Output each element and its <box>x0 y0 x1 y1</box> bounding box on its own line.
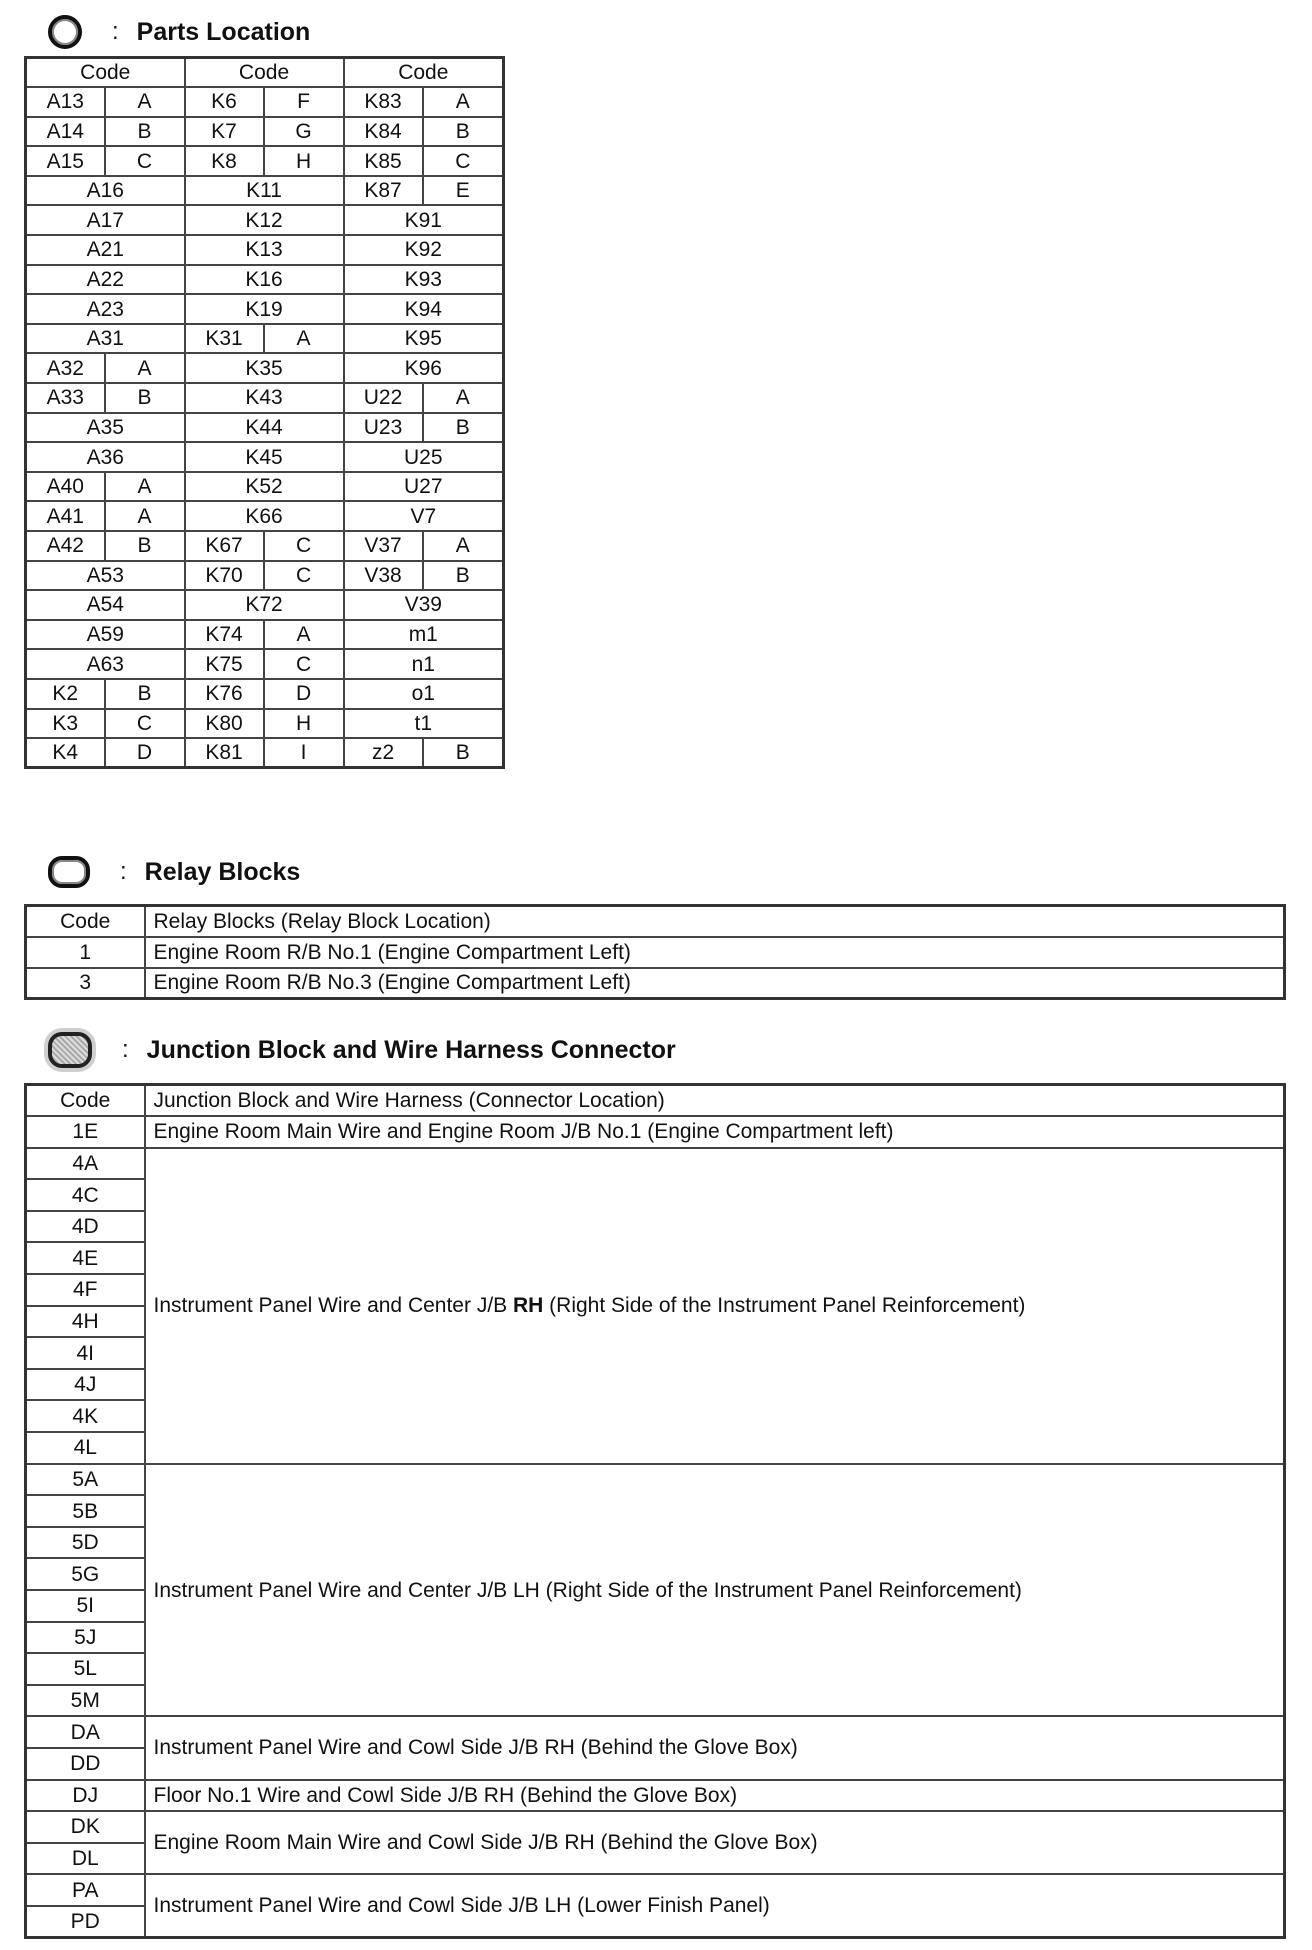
part-location-letter: A <box>105 501 185 531</box>
part-location-letter: B <box>423 561 504 591</box>
part-code: K35 <box>185 353 344 383</box>
parts-header-code: Code <box>26 58 185 88</box>
part-code: A40 <box>26 472 105 502</box>
table-row <box>26 501 504 531</box>
part-location-letter: G <box>264 117 344 147</box>
jb-desc: Instrument Panel Wire and Center J/B LH (Right Side of the Instrument Panel Reinforcement) <box>145 1464 1285 1717</box>
jb-header-row <box>26 1085 1285 1117</box>
jb-code: DD <box>26 1748 145 1780</box>
part-location-letter: A <box>423 87 504 117</box>
part-code: V7 <box>344 501 504 531</box>
table-row <box>26 561 504 591</box>
junction-blocks-colon: : <box>122 1036 129 1063</box>
part-location-letter: B <box>423 738 504 768</box>
part-code: K81 <box>185 738 264 768</box>
jb-header-desc: Junction Block and Wire Harness (Connector Location) <box>145 1085 1285 1117</box>
part-code: U22 <box>344 383 423 413</box>
part-code: A32 <box>26 353 105 383</box>
part-code: U27 <box>344 472 504 502</box>
part-location-letter: D <box>264 679 344 709</box>
table-row <box>26 442 504 472</box>
oval-symbol-icon <box>48 856 90 888</box>
table-row <box>26 1780 1285 1812</box>
table-row <box>26 205 504 235</box>
parts-location-colon: : <box>112 18 119 45</box>
jb-desc: Instrument Panel Wire and Cowl Side J/B RH (Behind the Glove Box) <box>145 1716 1285 1779</box>
part-location-letter: C <box>105 146 185 176</box>
parts-header-code: Code <box>185 58 344 88</box>
jb-code: 4K <box>26 1400 145 1432</box>
part-code: K6 <box>185 87 264 117</box>
table-row <box>26 472 504 502</box>
part-code: K70 <box>185 561 264 591</box>
part-code: K74 <box>185 620 264 650</box>
relay-blocks-title: Relay Blocks <box>144 857 301 886</box>
part-code: A22 <box>26 265 185 295</box>
part-location-letter: B <box>105 679 185 709</box>
parts-header-code: Code <box>344 58 504 88</box>
part-location-letter: A <box>105 472 185 502</box>
relay-desc: Engine Room R/B No.1 (Engine Compartment Left) <box>145 937 1285 968</box>
table-row <box>26 1464 1285 1496</box>
part-code: K12 <box>185 205 344 235</box>
part-location-letter: C <box>423 146 504 176</box>
relay-header-code: Code <box>26 906 145 937</box>
part-code: K52 <box>185 472 344 502</box>
part-code: A31 <box>26 324 185 354</box>
part-code: A41 <box>26 501 105 531</box>
part-code: K92 <box>344 235 504 265</box>
jb-code: 4L <box>26 1432 145 1464</box>
junction-blocks-table <box>24 1083 1286 1939</box>
part-code: A42 <box>26 531 105 561</box>
table-row <box>26 937 1285 968</box>
part-code: A15 <box>26 146 105 176</box>
part-code: K31 <box>185 324 264 354</box>
part-code: m1 <box>344 620 504 650</box>
part-code: K19 <box>185 294 344 324</box>
part-code: K8 <box>185 146 264 176</box>
table-row <box>26 353 504 383</box>
jb-code: 4H <box>26 1306 145 1338</box>
table-row <box>26 649 504 679</box>
part-code: K3 <box>26 709 105 739</box>
table-row <box>26 117 504 147</box>
part-code: A53 <box>26 561 185 591</box>
jb-code: DJ <box>26 1780 145 1812</box>
table-row <box>26 1116 1285 1148</box>
table-row <box>26 531 504 561</box>
table-row <box>26 413 504 443</box>
part-code: A63 <box>26 649 185 679</box>
part-code: A36 <box>26 442 185 472</box>
part-code: A33 <box>26 383 105 413</box>
part-code: K91 <box>344 205 504 235</box>
jb-code: 4D <box>26 1211 145 1243</box>
relay-code: 1 <box>26 937 145 968</box>
junction-blocks-title: Junction Block and Wire Harness Connector <box>146 1035 676 1064</box>
part-code: K13 <box>185 235 344 265</box>
parts-header-row <box>26 58 504 88</box>
part-code: K84 <box>344 117 423 147</box>
jb-code: 1E <box>26 1116 145 1148</box>
part-code: A59 <box>26 620 185 650</box>
jb-code: 5I <box>26 1590 145 1622</box>
part-code: V38 <box>344 561 423 591</box>
part-location-letter: C <box>264 649 344 679</box>
part-code: K93 <box>344 265 504 295</box>
jb-code: 5J <box>26 1622 145 1654</box>
part-code: K96 <box>344 353 504 383</box>
relay-desc: Engine Room R/B No.3 (Engine Compartment Left) <box>145 968 1285 999</box>
part-code: K2 <box>26 679 105 709</box>
jb-code: 4E <box>26 1242 145 1274</box>
parts-location-title: Parts Location <box>136 17 311 46</box>
jb-header-code: Code <box>26 1085 145 1117</box>
relay-header-row <box>26 906 1285 937</box>
jb-code: 4F <box>26 1274 145 1306</box>
part-code: K66 <box>185 501 344 531</box>
part-location-letter: C <box>264 531 344 561</box>
jb-code: DA <box>26 1716 145 1748</box>
table-row <box>26 620 504 650</box>
jb-desc: Engine Room Main Wire and Cowl Side J/B RH (Behind the Glove Box) <box>145 1811 1285 1874</box>
table-row <box>26 146 504 176</box>
part-code: U25 <box>344 442 504 472</box>
table-row <box>26 968 1285 999</box>
part-code: K7 <box>185 117 264 147</box>
jb-code: 5M <box>26 1685 145 1717</box>
part-code: K72 <box>185 590 344 620</box>
part-location-letter: H <box>264 709 344 739</box>
table-row <box>26 324 504 354</box>
jb-desc-emphasis: RH <box>513 1294 544 1318</box>
jb-code: 5L <box>26 1653 145 1685</box>
part-code: A21 <box>26 235 185 265</box>
part-code: z2 <box>344 738 423 768</box>
junction-blocks-heading <box>48 1030 676 1070</box>
part-code: A14 <box>26 117 105 147</box>
part-code: K16 <box>185 265 344 295</box>
part-location-letter: B <box>105 117 185 147</box>
jb-code: 4A <box>26 1148 145 1180</box>
part-code: K11 <box>185 176 344 206</box>
part-location-letter: F <box>264 87 344 117</box>
relay-blocks-heading <box>48 852 300 892</box>
part-code: o1 <box>344 679 504 709</box>
part-location-letter: A <box>105 87 185 117</box>
jb-code: DK <box>26 1811 145 1843</box>
relay-blocks-table <box>24 904 1286 1000</box>
jb-code: 4C <box>26 1179 145 1211</box>
part-code: A35 <box>26 413 185 443</box>
part-code: V39 <box>344 590 504 620</box>
shaded-oval-symbol-icon <box>48 1032 92 1068</box>
part-code: K87 <box>344 176 423 206</box>
table-row <box>26 1811 1285 1843</box>
table-row <box>26 679 504 709</box>
part-code: V37 <box>344 531 423 561</box>
part-location-letter: C <box>105 709 185 739</box>
jb-code: 5A <box>26 1464 145 1496</box>
part-code: A23 <box>26 294 185 324</box>
part-code: t1 <box>344 709 504 739</box>
relay-code: 3 <box>26 968 145 999</box>
table-row <box>26 590 504 620</box>
parts-location-table <box>24 56 505 769</box>
part-code: K67 <box>185 531 264 561</box>
part-location-letter: B <box>423 117 504 147</box>
part-code: K43 <box>185 383 344 413</box>
table-row <box>26 709 504 739</box>
part-code: A13 <box>26 87 105 117</box>
table-row <box>26 294 504 324</box>
relay-header-desc: Relay Blocks (Relay Block Location) <box>145 906 1285 937</box>
jb-code: 5B <box>26 1495 145 1527</box>
part-location-letter: B <box>105 383 185 413</box>
part-code: U23 <box>344 413 423 443</box>
relay-blocks-colon: : <box>120 858 127 885</box>
table-row <box>26 235 504 265</box>
part-code: K85 <box>344 146 423 176</box>
table-row <box>26 1874 1285 1906</box>
table-row <box>26 738 504 768</box>
jb-desc-part: (Right Side of the Instrument Panel Reinforcement) <box>543 1294 1026 1318</box>
part-code: K45 <box>185 442 344 472</box>
jb-desc-part: Instrument Panel Wire and Center J/B <box>153 1294 513 1318</box>
jb-code: 4J <box>26 1369 145 1401</box>
table-row <box>26 1148 1285 1180</box>
table-row <box>26 176 504 206</box>
jb-code: 5D <box>26 1527 145 1559</box>
part-code: K4 <box>26 738 105 768</box>
part-location-letter: D <box>105 738 185 768</box>
part-code: K95 <box>344 324 504 354</box>
table-row <box>26 265 504 295</box>
jb-desc <box>145 1148 1285 1464</box>
part-code: K80 <box>185 709 264 739</box>
jb-code: PA <box>26 1874 145 1906</box>
part-location-letter: H <box>264 146 344 176</box>
jb-code: 4I <box>26 1337 145 1369</box>
part-code: A16 <box>26 176 185 206</box>
part-code: A17 <box>26 205 185 235</box>
part-code: K75 <box>185 649 264 679</box>
part-code: A54 <box>26 590 185 620</box>
circle-symbol-icon <box>48 15 82 49</box>
part-code: K83 <box>344 87 423 117</box>
part-location-letter: I <box>264 738 344 768</box>
table-row <box>26 1716 1285 1748</box>
part-location-letter: E <box>423 176 504 206</box>
table-row <box>26 87 504 117</box>
part-code: K94 <box>344 294 504 324</box>
part-location-letter: A <box>264 324 344 354</box>
part-code: K76 <box>185 679 264 709</box>
part-location-letter: A <box>264 620 344 650</box>
part-location-letter: A <box>423 531 504 561</box>
jb-code: PD <box>26 1906 145 1938</box>
part-location-letter: A <box>423 383 504 413</box>
part-location-letter: A <box>105 353 185 383</box>
part-code: K44 <box>185 413 344 443</box>
part-location-letter: B <box>423 413 504 443</box>
jb-code: 5G <box>26 1558 145 1590</box>
jb-desc: Instrument Panel Wire and Cowl Side J/B LH (Lower Finish Panel) <box>145 1874 1285 1937</box>
jb-code: DL <box>26 1843 145 1875</box>
jb-desc: Floor No.1 Wire and Cowl Side J/B RH (Behind the Glove Box) <box>145 1780 1285 1812</box>
part-code: n1 <box>344 649 504 679</box>
jb-desc: Engine Room Main Wire and Engine Room J/B No.1 (Engine Compartment left) <box>145 1116 1285 1148</box>
table-row <box>26 383 504 413</box>
part-location-letter: B <box>105 531 185 561</box>
part-location-letter: C <box>264 561 344 591</box>
parts-location-heading <box>48 12 310 52</box>
